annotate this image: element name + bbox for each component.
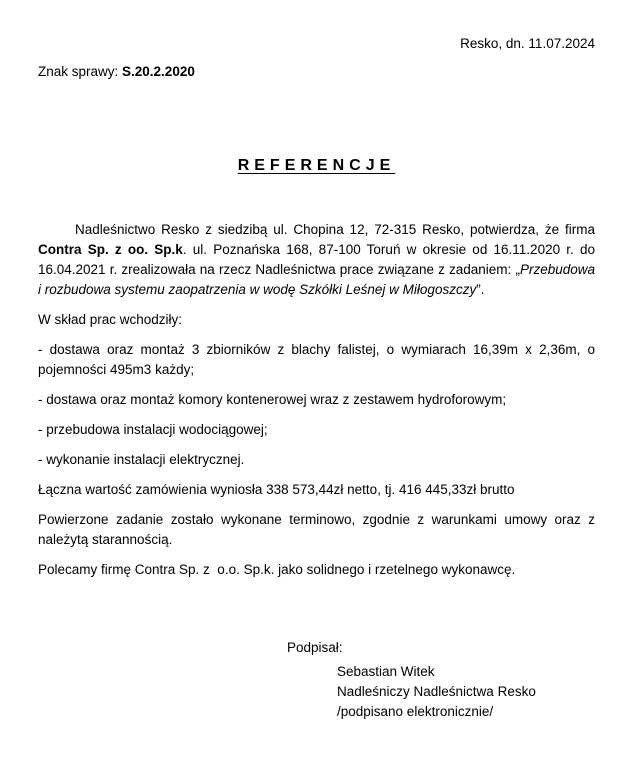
intro-part2: . ul. Poznańska 168, 87-100 Toruń w okresie od 16.11.2020 r. do 16.04.2021 r. zrealizowała na rzecz Nadleśnictwa prace związane z zadaniem: „ [38, 242, 596, 277]
intro-paragraph [38, 220, 595, 300]
date-line: Resko, dn. 11.07.2024 [460, 36, 595, 51]
scope-item-water-installation: - przebudowa instalacji wodociągowej; [38, 422, 268, 437]
intro-part1: Nadleśnictwo Resko z siedzibą ul. Chopina 12, 72-315 Resko, potwierdza, że firma [75, 222, 595, 237]
recommendation-statement: Polecamy firmę Contra Sp. z o.o. Sp.k. jako solidnego i rzetelnego wykonawcę. [38, 562, 516, 577]
scope-item-electrical-installation: - wykonanie instalacji elektrycznej. [38, 452, 245, 467]
task-name-italic: Przebudowa i rozbudowa systemu zaopatrzenia w wodę Szkółki Leśnej w Miłogoszczy [38, 262, 595, 297]
scope-item-tanks: - dostawa oraz montaż 3 zbiorników z blachy falistej, o wymiarach 16,39m x 2,36m, o pojemności 495m3 każdy; [38, 342, 595, 377]
scope-heading: W skład prac wchodziły: [38, 312, 183, 327]
signature-block [287, 638, 595, 722]
document-title: REFERENCJE [237, 157, 396, 174]
company-name-bold: Contra Sp. z oo. Sp.k [38, 242, 183, 257]
document-body [38, 220, 595, 580]
case-reference [38, 62, 595, 82]
signer-role: Nadleśniczy Nadleśnictwa Resko [337, 684, 536, 699]
signature-label: Podpisał: [287, 640, 343, 655]
case-reference-label: Znak sprawy: [38, 64, 123, 79]
intro-part3: ”. [476, 282, 485, 297]
electronic-signature-note: /podpisano elektronicznie/ [337, 704, 494, 719]
order-value-line: Łączna wartość zamówienia wyniosła 338 573,44zł netto, tj. 416 445,33zł brutto [38, 482, 515, 497]
signer-name: Sebastian Witek [337, 664, 435, 679]
case-reference-number: S.20.2.2020 [122, 64, 195, 79]
completion-statement: Powierzone zadanie zostało wykonane terminowo, zgodnie z warunkami umowy oraz z należytą starannością. [38, 512, 595, 547]
signature-details [337, 662, 595, 722]
scope-item-container-chamber: - dostawa oraz montaż komory kontenerowej wraz z zestawem hydroforowym; [38, 392, 507, 407]
